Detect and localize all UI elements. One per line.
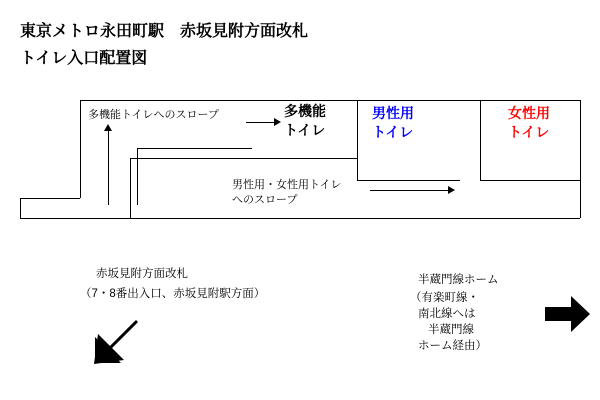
direction-hanzomon-line4: 半蔵門線 bbox=[428, 324, 474, 336]
page-title-line1: 東京メトロ永田町駅 赤坂見附方面改札 bbox=[20, 23, 309, 40]
direction-hanzomon-line5: ホーム経由） bbox=[418, 340, 487, 352]
note-slope-to-mens-womens-toilet-line1: 男性用・女性用トイレ bbox=[232, 179, 342, 191]
partition-mens-bottom bbox=[357, 180, 460, 181]
route-arrow-mens-womens-line bbox=[370, 190, 448, 191]
route-arrow-multi-line bbox=[246, 122, 274, 123]
wall-left-vertical bbox=[80, 100, 81, 198]
route-arrow-multi-head bbox=[274, 118, 281, 126]
arrow-right-icon bbox=[545, 296, 591, 332]
wall-right-end bbox=[580, 100, 581, 218]
partition-multi-toilet-bottom bbox=[130, 158, 357, 159]
page-title-line2: トイレ入口配置図 bbox=[20, 50, 148, 67]
direction-gate-line2: （7・8番出入口、赤坂見附駅方面） bbox=[80, 288, 266, 300]
route-corridor-vertical bbox=[137, 148, 138, 205]
arrow-down-left-icon bbox=[92, 320, 140, 366]
note-slope-to-multi-purpose-toilet: 多機能トイレへのスロープ bbox=[88, 109, 219, 121]
room-label-multi-purpose-toilet bbox=[284, 102, 326, 140]
wall-left-upper bbox=[20, 198, 80, 199]
route-arrow-mens-womens-head bbox=[448, 186, 455, 194]
room-label-multi-purpose-toilet-line1: 多機能 bbox=[284, 103, 326, 119]
route-corridor-horizontal bbox=[137, 148, 252, 149]
room-label-mens-toilet-line1: 男性用 bbox=[372, 105, 414, 121]
partition-multi-toilet-left bbox=[130, 158, 131, 218]
partition-multi-mens bbox=[357, 100, 358, 158]
direction-hanzomon-line2: （有楽町線・ bbox=[410, 292, 479, 304]
route-arrow-up-head bbox=[104, 124, 112, 131]
partition-multi-mens-lower bbox=[357, 158, 358, 180]
room-label-mens-toilet bbox=[372, 104, 414, 142]
route-arrow-up-line bbox=[108, 130, 109, 205]
room-label-womens-toilet bbox=[508, 104, 550, 142]
wall-top bbox=[80, 100, 580, 101]
note-slope-to-mens-womens-toilet-line2: へのスロープ bbox=[232, 194, 298, 206]
room-label-mens-toilet-line2: トイレ bbox=[372, 124, 414, 140]
direction-hanzomon-line1: 半蔵門線ホーム bbox=[418, 274, 499, 286]
direction-hanzomon-line3: 南北線へは bbox=[418, 308, 476, 320]
room-label-womens-toilet-line1: 女性用 bbox=[508, 105, 550, 121]
room-label-womens-toilet-line2: トイレ bbox=[508, 124, 550, 140]
partition-womens-bottom bbox=[480, 180, 580, 181]
wall-bottom bbox=[20, 218, 580, 219]
room-label-multi-purpose-toilet-line2: トイレ bbox=[284, 122, 326, 138]
direction-gate-line1: 赤坂見附方面改札 bbox=[96, 268, 188, 280]
partition-mens-womens bbox=[480, 100, 481, 180]
wall-left-end bbox=[20, 198, 21, 219]
